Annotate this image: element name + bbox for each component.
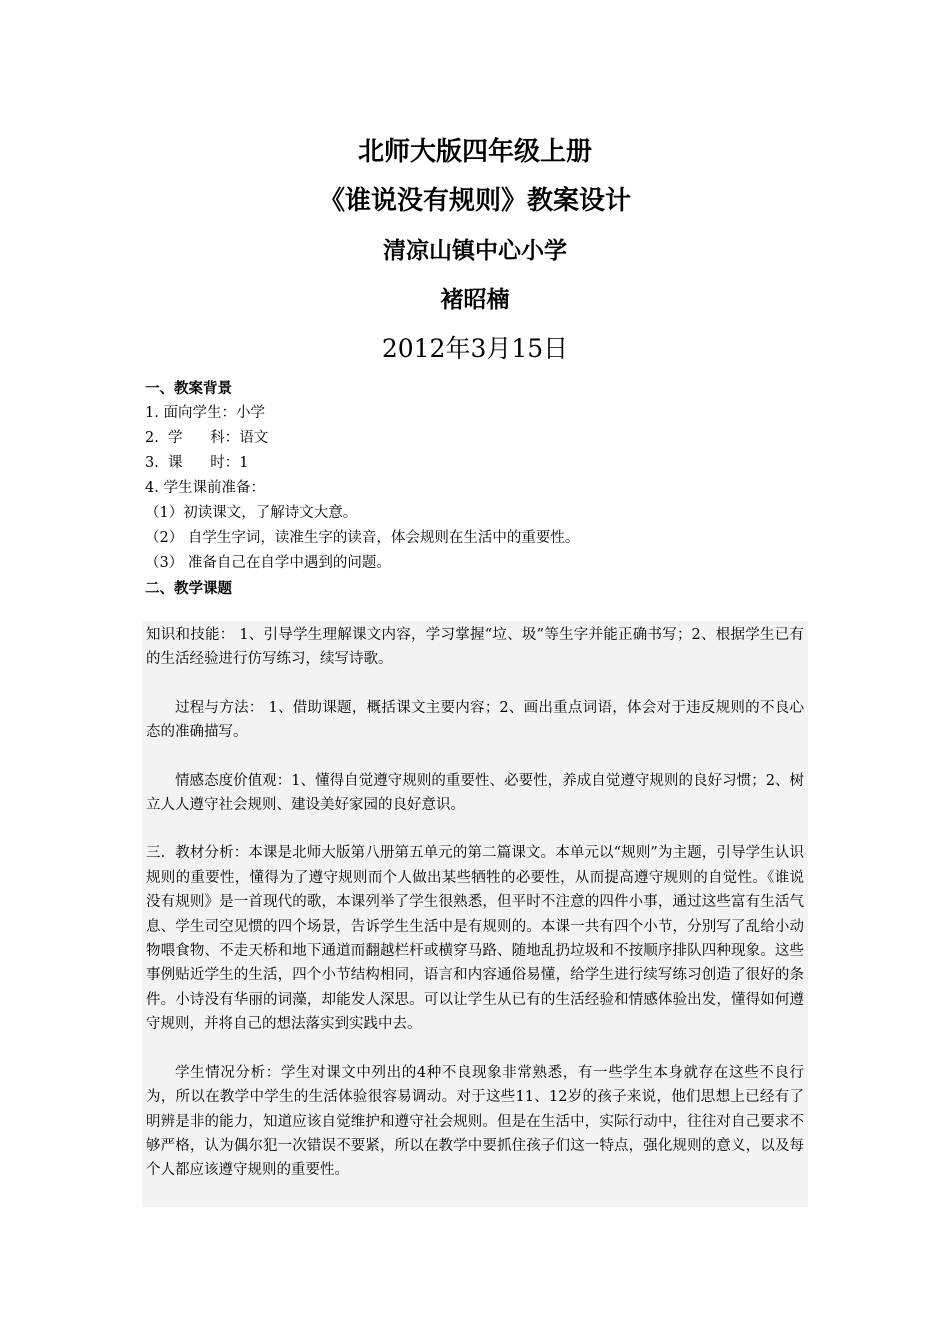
background-item: 1. 面向学生：小学 bbox=[145, 405, 265, 421]
doc-title-line1: 北师大版四年级上册 bbox=[357, 137, 592, 167]
title-block bbox=[0, 128, 950, 373]
background-item: 2. 学 科：语文 bbox=[145, 430, 269, 446]
background-section bbox=[145, 376, 810, 601]
background-item: （2） 自学生字词，读准生字的读音，体会规则在生活中的重要性。 bbox=[145, 530, 580, 546]
background-item: （1）初读课文，了解诗文大意。 bbox=[145, 505, 358, 521]
topic-heading: 二、教学课题 bbox=[145, 580, 232, 597]
author-name: 褚昭楠 bbox=[440, 286, 510, 313]
student-analysis: 学生情况分析：学生对课文中列出的4种不良现象非常熟悉，有一些学生本身就存在这些不良行为，所以在教学中学生的生活体验很容易调动。对于这些11、12岁的孩子来说，他们思想上已经有了明辨是非的能力，知道应该自觉维护和遵守社会规则。但是在生活中，实际行动中，往往对自己要求不够严格，认为偶尔犯一次错误不要紧，所以在教学中要抓住孩子们这一特点，强化规则的意义，以及每个人都应该遵守规则的重要性。 bbox=[146, 1064, 804, 1179]
material-analysis: 三．教材分析：本课是北师大版第八册第五单元的第二篇课文。本单元以“规则”为主题，引导学生认识规则的重要性，懂得为了遵守规则而个人做出某些牺牲的必要性，从而提高遵守规则的自觉性。《谁说没有规则》是一首现代的歌，本课列举了学生很熟悉，但平时不注意的四件小事，通过这些富有生活气息、学生司空见惯的四个场景，告诉学生生活中是有规则的。本课一共有四个小节，分别写了乱给小动物喂食物、不走天桥和地下通道而翻越栏杆或横穿马路、随地乱扔垃圾和不按顺序排队四种现象。这些事例贴近学生的生活，四个小节结构相同，语言和内容通俗易懂，给学生进行续写练习创造了很好的条件。小诗没有华丽的词藻，却能发人深思。可以让学生从已有的生活经验和情感体验出发，懂得如何遵守规则，并将自己的想法落实到实践中去。 bbox=[146, 845, 804, 1033]
background-item: （3） 准备自己在自学中遇到的问题。 bbox=[145, 555, 391, 571]
doc-title-line2: 《谁说没有规则》教案设计 bbox=[318, 186, 631, 216]
goal-knowledge: 知识和技能： 1、引导学生理解课文内容，学习掌握“垃、圾”等生字并能正确书写；2、根据学生已有的生活经验进行仿写练习，续写诗歌。 bbox=[146, 627, 804, 668]
goal-process: 过程与方法： 1、借助课题，概括课文主要内容；2、画出重点词语，体会对于违反规则的不良心态的准确描写。 bbox=[146, 699, 804, 741]
school-name: 清凉山镇中心小学 bbox=[383, 237, 567, 264]
background-heading: 一、教案背景 bbox=[145, 380, 232, 397]
background-item: 4. 学生课前准备： bbox=[145, 480, 265, 496]
goal-emotion: 情感态度价值观：1、懂得自觉遵守规则的重要性、必要性，养成自觉遵守规则的良好习惯；2、树立人人遵守社会规则、建设美好家园的良好意识。 bbox=[146, 772, 804, 814]
goals-analysis-block bbox=[142, 621, 808, 1207]
doc-date: 2012年3月15日 bbox=[381, 334, 569, 363]
background-item: 3. 课 时：1 bbox=[145, 455, 249, 471]
